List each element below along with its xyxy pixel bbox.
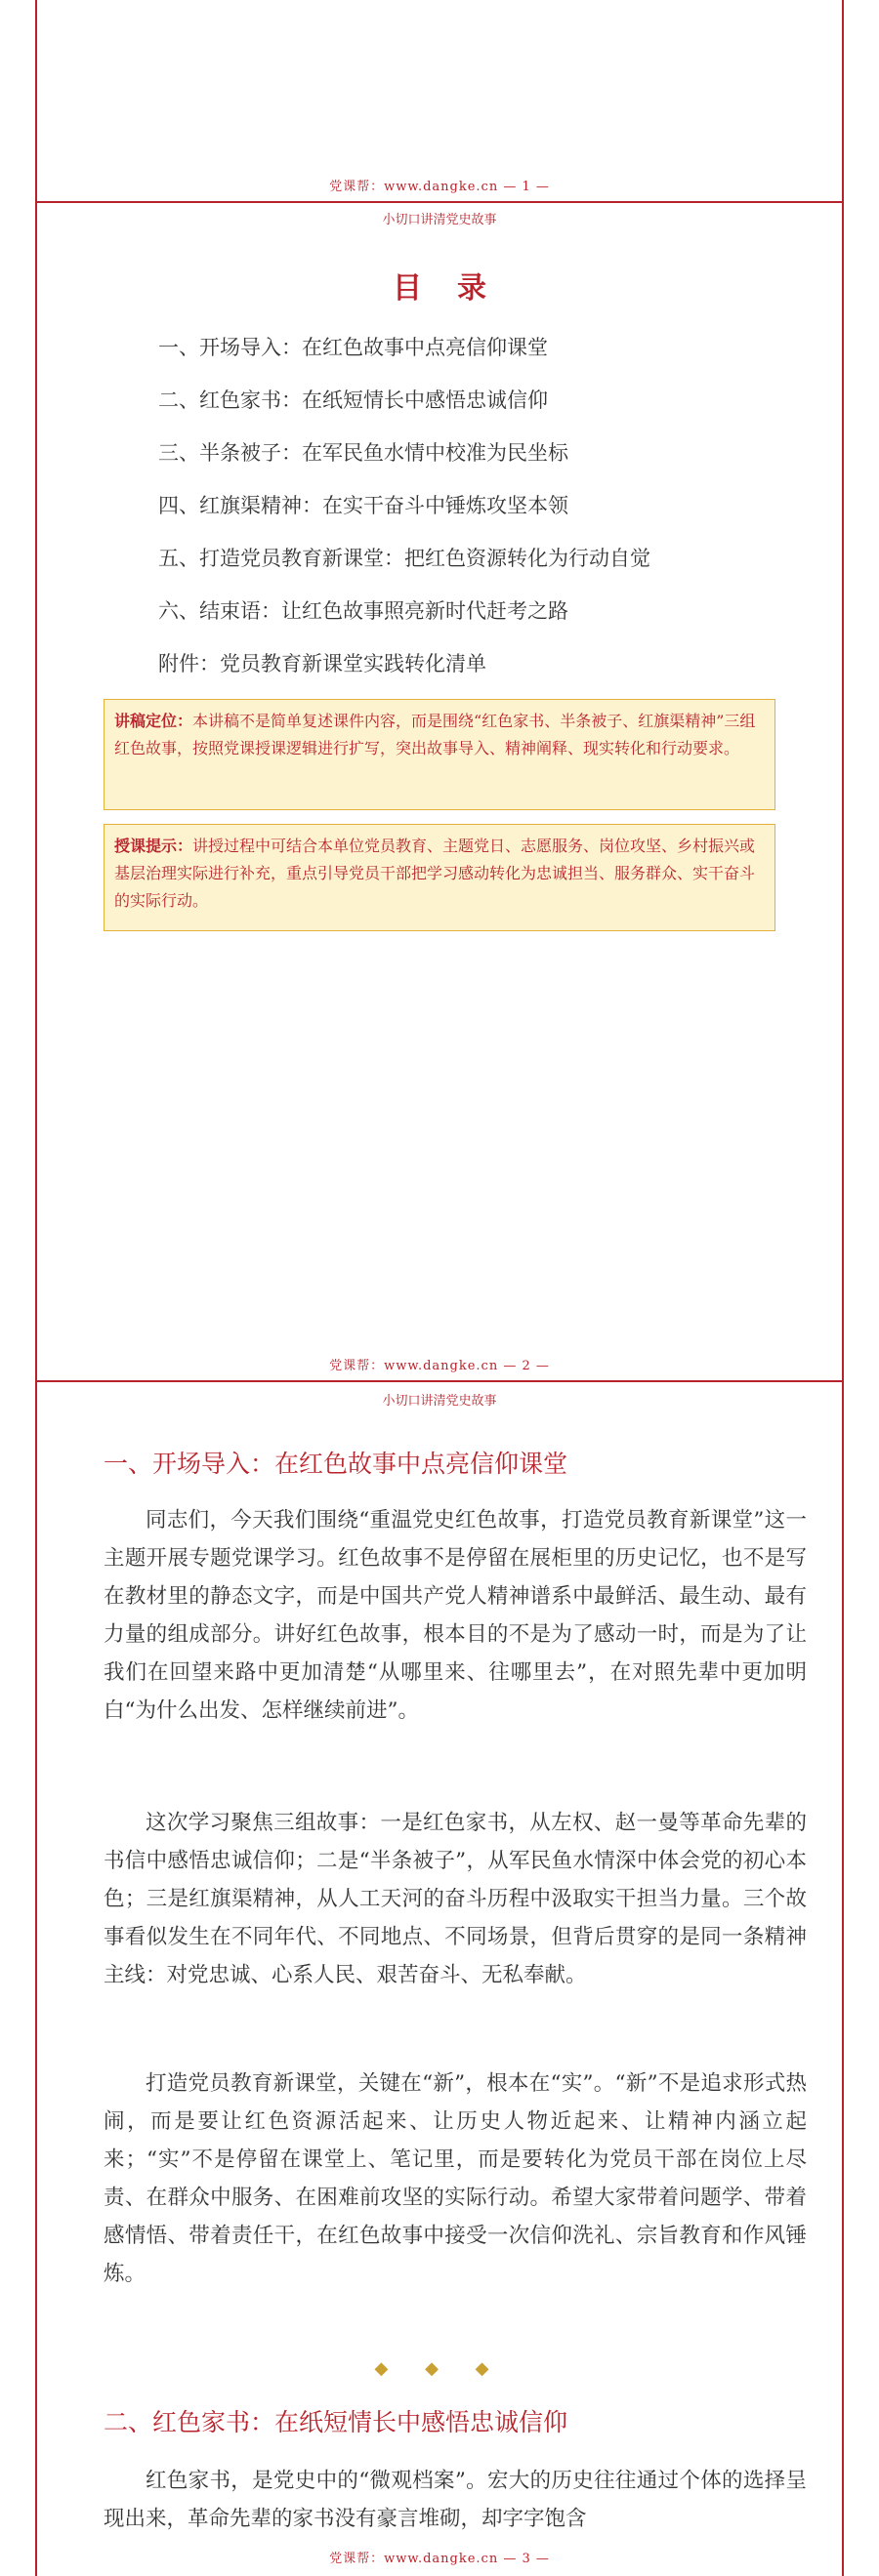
toc-title: 目录	[393, 271, 522, 306]
section-heading: 二、红色家书：在纸短情长中感悟忠诚信仰	[104, 2408, 568, 2436]
positioning-text: 本讲稿不是简单复述课件内容，而是围绕“红色家书、半条被子、红旗渠精神”三组红色故事，按照党课授课逻辑进行扩写，突出故事导入、精神阐释、现实转化和行动要求。	[114, 712, 756, 757]
body-paragraph: 这次学习聚焦三组故事：一是红色家书，从左权、赵一曼等革命先辈的书信中感悟忠诚信仰；二是“半条被子”，从军民鱼水情深中体会党的初心本色；三是红旗渠精神，从人工天河的奋斗历程中汲取实干担当力量。三个故事看似发生在不同年代、不同地点、不同场景，但背后贯穿的是同一条精神主线：对党忠诚、心系人民、艰苦奋斗、无私奉献。	[104, 1811, 807, 1987]
page-footer: 党课帮：www.dangke.cn — 2 —	[329, 1359, 550, 1373]
positioning-note	[104, 699, 775, 810]
body-paragraph: 红色家书，是党史中的“微观档案”。宏大的历史往往通过个体的选择呈现出来，革命先辈的家书没有豪言堆砌，却字字饱含	[104, 2469, 807, 2531]
toc-item[interactable]: 附件：党员教育新课堂实践转化清单	[158, 652, 486, 675]
page-3	[35, 1382, 844, 2576]
section-divider-diamonds: ◆ ◆ ◆	[374, 2358, 505, 2379]
page-1	[35, 0, 844, 201]
body-paragraph: 同志们，今天我们围绕“重温党史红色故事，打造党员教育新课堂”这一主题开展专题党课学习。红色故事不是停留在展柜里的历史记忆，也不是写在教材里的静态文字，而是中国共产党人精神谱系中最鲜活、最生动、最有力量的组成部分。讲好红色故事，根本目的不是为了感动一时，而是为了让我们在回望来路中更加清楚“从哪里来、往哪里去”，在对照先辈中更加明白“为什么出发、怎样继续前进”。	[104, 1508, 807, 1723]
section-heading: 一、开场导入：在红色故事中点亮信仰课堂	[104, 1450, 568, 1478]
toc-item[interactable]: 一、开场导入：在红色故事中点亮信仰课堂	[158, 336, 548, 359]
toc-item[interactable]: 六、结束语：让红色故事照亮新时代赶考之路	[158, 599, 568, 623]
running-header: 小切口讲清党史故事	[382, 1394, 497, 1409]
page-footer: 党课帮：www.dangke.cn — 3 —	[329, 2552, 550, 2566]
page-2	[35, 203, 844, 1380]
tip-text: 讲授过程中可结合本单位党员教育、主题党日、志愿服务、岗位攻坚、乡村振兴或基层治理实际进行补充，重点引导党员干部把学习感动转化为忠诚担当、服务群众、实干奋斗的实际行动。	[114, 837, 756, 910]
toc-list	[158, 332, 803, 701]
tip-label: 授课提示：	[114, 837, 193, 855]
body-paragraph: 打造党员教育新课堂，关键在“新”，根本在“实”。“新”不是追求形式热闹，而是要让红色资源活起来、让历史人物近起来、让精神内涵立起来；“实”不是停留在课堂上、笔记里，而是要转化为党员干部在岗位上尽责、在群众中服务、在困难前攻坚的实际行动。希望大家带着问题学、带着感情悟、带着责任干，在红色故事中接受一次信仰洗礼、宗旨教育和作风锤炼。	[104, 2071, 807, 2286]
teaching-tip-note	[104, 824, 775, 931]
running-header: 小切口讲清党史故事	[382, 213, 497, 227]
toc-item[interactable]: 二、红色家书：在纸短情长中感悟忠诚信仰	[158, 388, 548, 412]
toc-item[interactable]: 五、打造党员教育新课堂：把红色资源转化为行动自觉	[158, 547, 650, 570]
positioning-label: 讲稿定位：	[114, 712, 193, 730]
toc-item[interactable]: 三、半条被子：在军民鱼水情中校准为民坐标	[158, 441, 568, 465]
toc-item[interactable]: 四、红旗渠精神：在实干奋斗中锤炼攻坚本领	[158, 494, 568, 517]
page-footer: 党课帮：www.dangke.cn — 1 —	[329, 180, 550, 194]
